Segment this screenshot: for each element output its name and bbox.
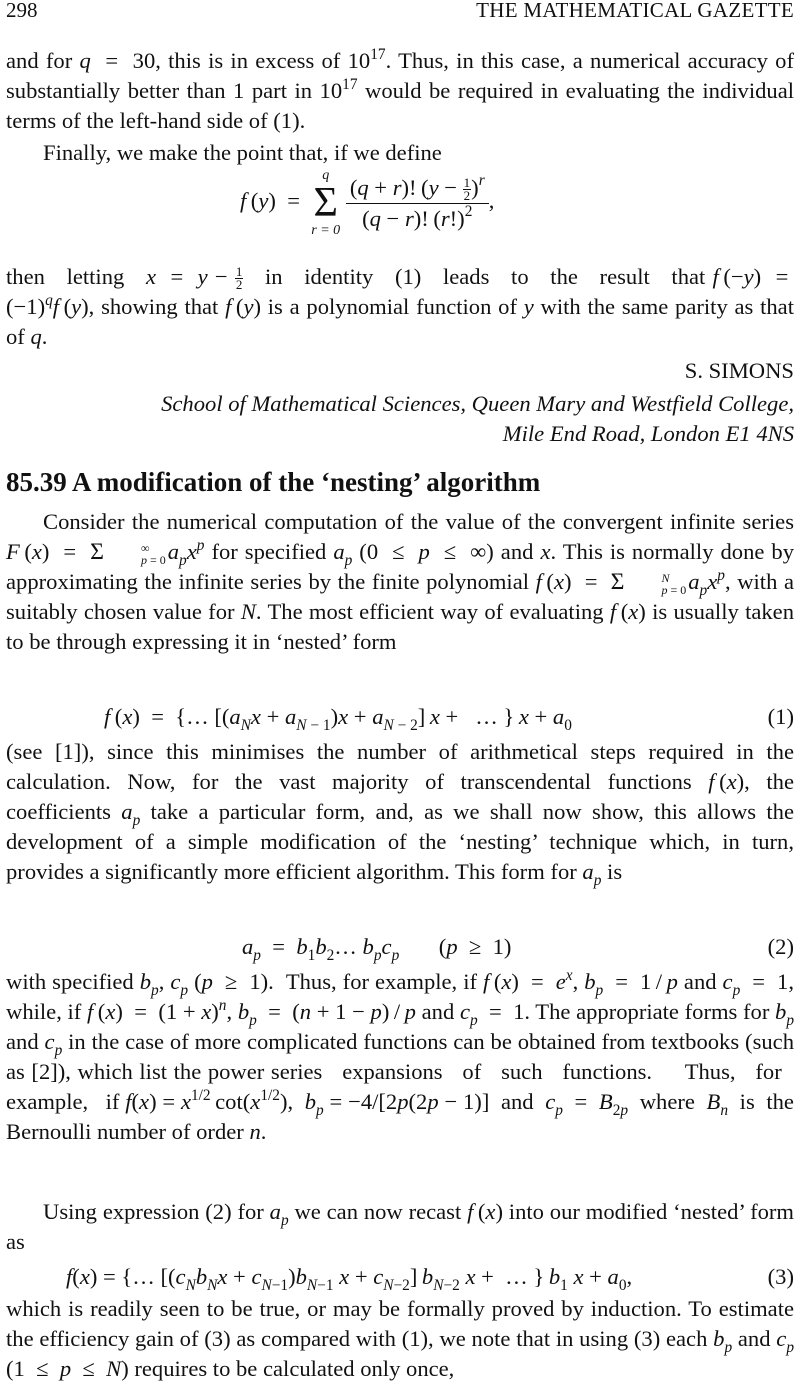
paragraph-series: Consider the numerical computation of the value of the convergent infinite series F (x) = Σ ∞ p = 0 $a_px^p$ for specified $a_p$ (0 ≤ p ≤ ∞) and x. This is normally done by approximating the infinite series by the finite polynomial f (x) = Σ N p = 0 $a_px^p$, with a suitably chosen value for N. The most efficient way of evaluating f (x) is usually taken to be through expressing it in ‘nested’ form: [6, 509, 795, 654]
page-number: 298: [6, 0, 38, 22]
running-header: [6, 0, 794, 26]
paragraph-transcendental: (see [1]), since this minimises the number of arithmetical steps required in the calculation. Now, for the vast majority of transcendental functions f (x), the coefficients $a_p$ take a particular form, and, as we shall now show, this allows the development of a simple modification of the ‘nesting’ technique which, in turn, provides a significantly more efficient algorithm. This form for $a_p$ is: [6, 739, 794, 889]
affiliation-line-2: Mile End Road, London E1 4NS: [502, 421, 794, 446]
equation-1: f (x) = {… $[(a_Nx + a_{N - 1})x + a_{N - 2}] x$ + … } $x + a_0$: [104, 704, 572, 734]
paragraph-parity: then letting x = y − $\frac{1}{2}$ in identity (1) leads to the result that f $(-y) = (-1)^qf$ (y), showing that f (y) is a polynomial function of y with the same parity as that of q.: [6, 264, 794, 349]
paragraph-accuracy: and for q = 30, this is in excess of $10^{17}$. Thus, in this case, a numerical accuracy of substantially better than 1 part in $10^{17}$ would be required in evaluating the individual terms of the left-hand side of (1).: [6, 45, 795, 133]
paragraph-examples: with specified $b_p$, $c_p$ (p ≥ 1). Thus, for example, if f $(x) = e^x$, $b_p = 1 / p$ and $c_p = 1$, while, if f $(x) = (1 + x)^n$, $b_p = (n + 1 - p) / p$ and $c_p = 1$. The appropriate forms for $b_p$ and $c_p$ in the case of more complicated functions can be obtained from textbooks (such as [2]), which list the power series expansions of such functions. Thus, for example, if $f(x) = x^{1/2}$ $\cot(x^{1/2})$, $b_p = -4/[2p(2p - 1)]$ and $c_p = B_{2p}$ where $B_n$ is the Bernoulli number of order n.: [6, 966, 795, 1144]
equation-3: f(x) = {… [$(c_Nb_Nx + c_{N-1})b_{N-1}$ $x + c_{N-2}$] $b_{N-2}$ x + … } $b_1$ $x + a_0$,: [66, 1264, 633, 1294]
paragraph-efficiency: which is readily seen to be true, or may be formally proved by induction. To estimate the efficiency gain of (3) as compared with (1), we note that in using (3) each $b_p$ and $c_p$ (1 ≤ p ≤ N) requires to be calculated only once,: [6, 1296, 794, 1381]
equation-number-3: (3): [767, 1264, 794, 1289]
equation-fy: f (y) = q Σ r = 0 (q + r)! (y − $\frac{1}{2}$ )$^r$ (q − r)! $(r!)^2$ ,: [240, 168, 495, 238]
author-name: S. SIMONS: [684, 358, 794, 383]
equation-number-1: (1): [767, 704, 794, 729]
affiliation-line-1: School of Mathematical Sciences, Queen Mary and Westfield College,: [161, 391, 794, 416]
paragraph-define: Finally, we make the point that, if we define: [43, 140, 442, 165]
equation-number-2: (2): [767, 934, 794, 959]
section-heading: 85.39 A modification of the ‘nesting’ algorithm: [6, 467, 541, 497]
equation-2: $a_p$ = $b_1b_2\dots$ $b_pc_p$ (p ≥ 1): [242, 934, 512, 964]
paragraph-recast: Using expression (2) for $a_p$ we can now recast f (x) into our modified ‘nested’ form as: [6, 1199, 794, 1254]
journal-title: THE MATHEMATICAL GAZETTE: [476, 0, 794, 22]
